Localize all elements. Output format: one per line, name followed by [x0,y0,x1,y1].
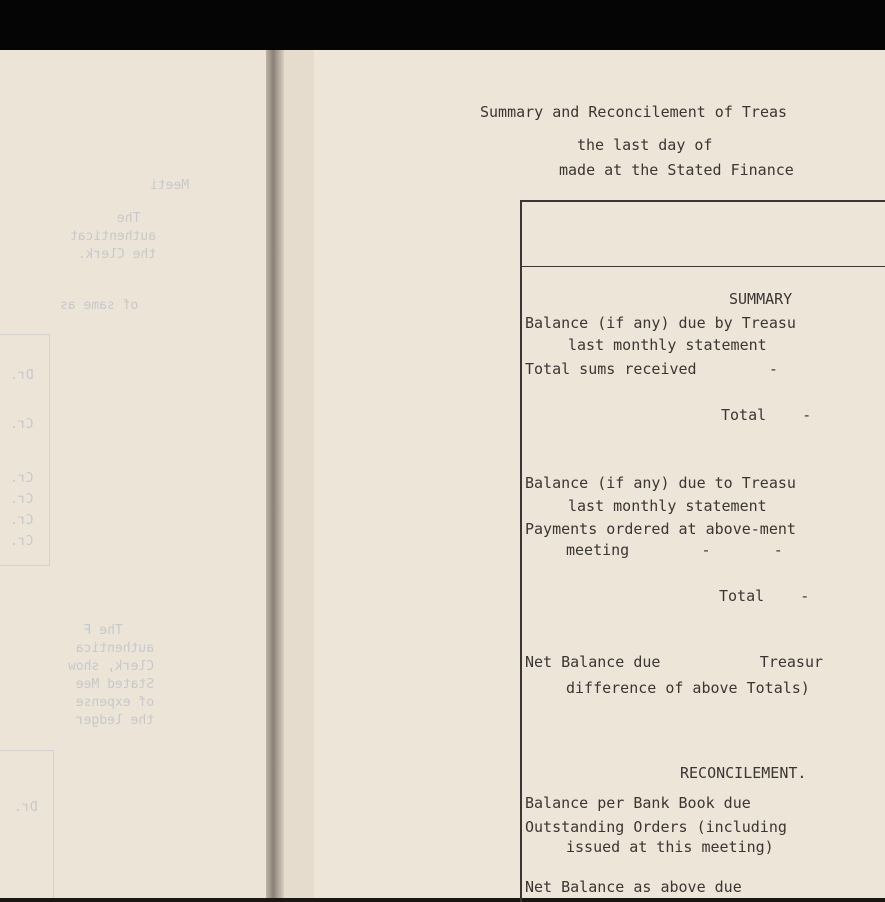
bleed-through-text: Dr. [14,800,38,815]
bleed-through-text: The F authentica Clerk, show Stated Mee of expense the ledger [68,623,155,728]
bleed-through-text: Cr. Cr. Cr. Cr. [10,471,34,549]
bleed-through-box [0,750,54,898]
bleed-through-text: Dr. [10,368,34,383]
row-payments-ordered: Payments ordered at above-ment [525,520,796,538]
row-net-balance-as-above: Net Balance as above due [525,878,742,896]
bleed-through-text: Cr. [10,417,34,432]
row-net-balance-subtext: difference of above Totals) [566,679,810,697]
reconcilement-heading: RECONCILEMENT. [680,764,807,782]
row-total-2: Total - [719,587,810,605]
row-outstanding-subtext: issued at this meeting) [566,838,774,856]
row-total-1: Total - [721,406,812,424]
title-line-2: the last day of [577,136,713,154]
bleed-through-text: Meeti [150,178,190,193]
summary-heading: SUMMARY [729,290,793,308]
book-gutter [266,50,284,898]
row-balance-due-by-subtext: last monthly statement [568,336,767,354]
middle-leaf-edge [284,50,316,898]
table-header-divider [522,266,885,267]
row-balance-due-to-treasurer: Balance (if any) due to Treasu [525,474,796,492]
row-payments-meeting: meeting - - [566,541,783,559]
title-line-3: made at the Stated Finance [559,161,794,179]
bleed-through-text: of same as [60,298,139,313]
row-balance-per-bank-book: Balance per Bank Book due [525,794,751,812]
row-outstanding-orders: Outstanding Orders (including [525,818,787,836]
left-page [0,50,272,898]
row-total-sums-received: Total sums received - [525,360,778,378]
row-balance-due-to-subtext: last monthly statement [568,497,767,515]
bleed-through-text: The authenticat the Clerk. [70,211,157,262]
row-balance-due-by-treasurer: Balance (if any) due by Treasu [525,314,796,332]
title-line-1: Summary and Reconcilement of Treas [480,103,788,121]
top-black-band [0,0,885,50]
row-net-balance-due: Net Balance due Treasur [525,653,824,671]
